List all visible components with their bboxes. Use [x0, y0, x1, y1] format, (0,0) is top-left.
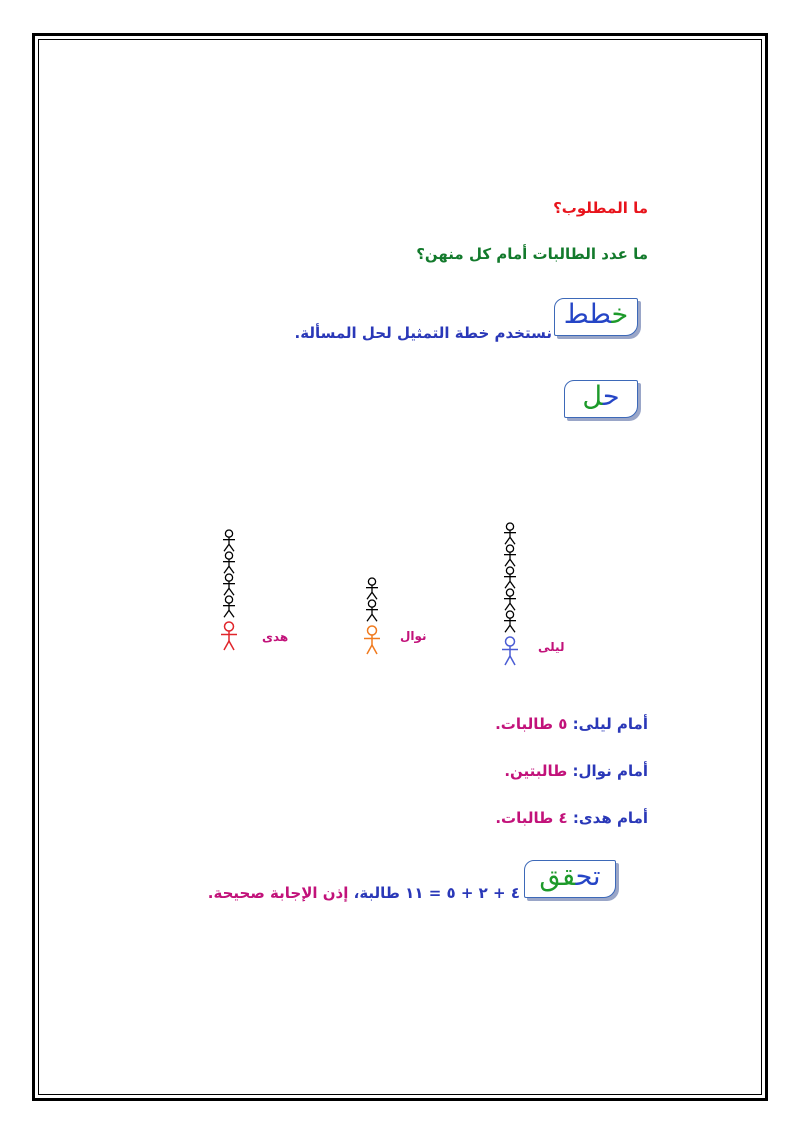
answer-nawal-label: أمام نوال:	[572, 762, 648, 780]
plan-text: نستخدم خطة التمثيل لحل المسألة.	[294, 324, 552, 342]
answer-huda-value: ٤ طالبات.	[495, 809, 568, 827]
check-line	[208, 884, 520, 902]
plan-tab-label-blue: طط	[563, 299, 612, 330]
check-equation: ٤ + ٢ + ٥ = ١١ طالبة،	[353, 884, 520, 902]
answer-nawal	[504, 762, 648, 780]
name-huda: هدى	[262, 630, 289, 644]
check-tab-label-blue: تح	[575, 861, 601, 892]
answer-layla-value: ٥ طالبات.	[495, 715, 568, 733]
page-border-inner	[38, 39, 762, 1095]
name-layla: ليلى	[538, 640, 565, 654]
solve-tab-label-blue: ح	[602, 381, 620, 412]
name-nawal: نوال	[400, 629, 427, 643]
check-conclusion: إذن الإجابة صحيحة.	[207, 884, 349, 902]
answer-nawal-value: طالبتين.	[504, 762, 568, 780]
answer-huda	[495, 809, 648, 827]
answer-layla	[495, 715, 648, 733]
solve-tab	[564, 380, 638, 418]
answer-huda-label: أمام هدى:	[572, 809, 648, 827]
check-tab-label-green: قق	[539, 861, 576, 892]
solve-tab-label-green: ل	[582, 381, 603, 412]
question-heading: ما المطلوب؟	[553, 199, 648, 217]
answer-layla-label: أمام ليلى:	[572, 715, 648, 733]
plan-tab	[554, 298, 638, 336]
check-tab	[524, 860, 616, 898]
question-text: ما عدد الطالبات أمام كل منهن؟	[416, 245, 648, 263]
plan-tab-label-green: خ	[611, 299, 629, 330]
